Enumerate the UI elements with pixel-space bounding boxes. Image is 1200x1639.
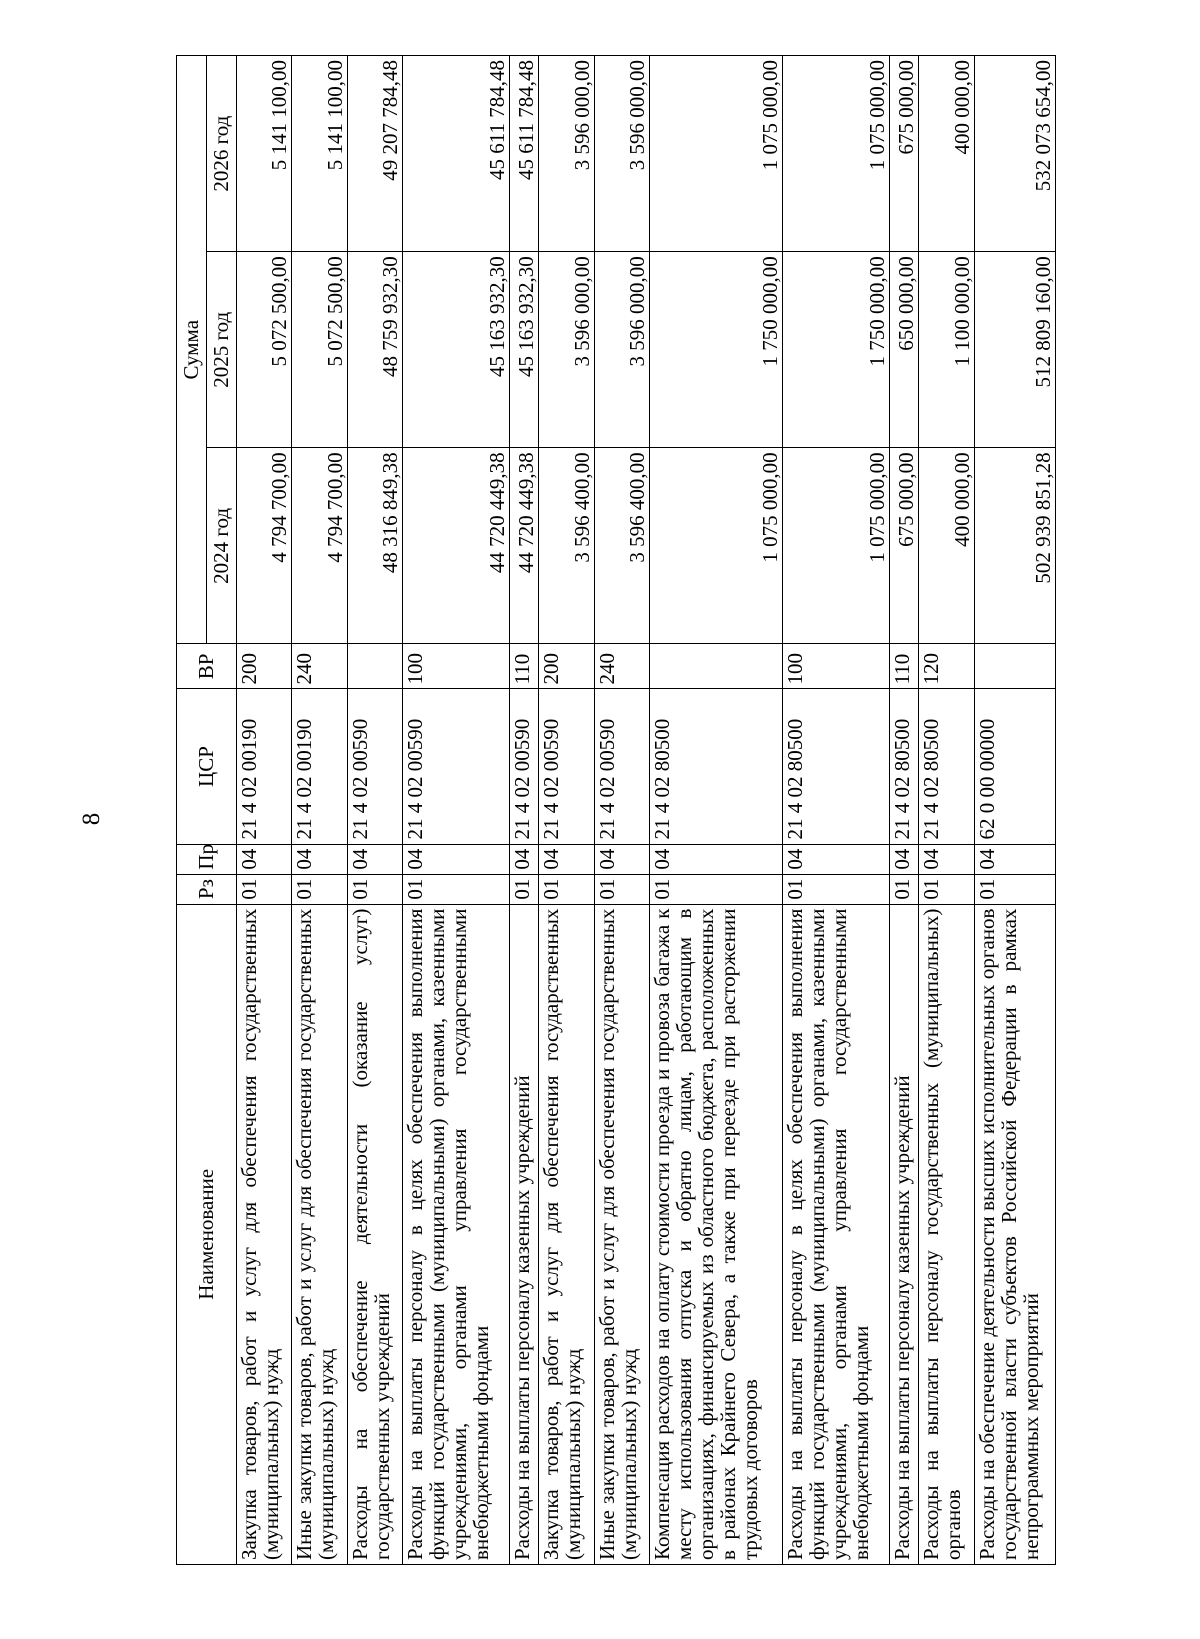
header-year-2026: 2026 год (207, 56, 237, 252)
row-csr: 21 4 02 00590 (539, 689, 594, 844)
header-sum: Сумма (177, 56, 207, 644)
header-pr: Пр (177, 844, 237, 874)
row-sum-2025: 45 163 932,30 (402, 252, 509, 448)
row-rz: 01 (539, 874, 594, 904)
row-sum-2026: 532 073 654,00 (974, 56, 1055, 252)
row-sum-2025: 45 163 932,30 (509, 252, 538, 448)
row-pr: 04 (890, 844, 919, 874)
row-vr: 200 (539, 644, 594, 689)
row-rz: 01 (347, 874, 402, 904)
table-row (347, 56, 402, 1565)
row-sum-2025: 3 596 000,00 (594, 252, 649, 448)
table-row (237, 56, 292, 1565)
row-rz: 01 (782, 874, 889, 904)
row-sum-2024: 3 596 400,00 (539, 448, 594, 644)
row-sum-2025: 5 072 500,00 (292, 252, 347, 448)
row-csr: 21 4 02 00590 (594, 689, 649, 844)
row-rz: 01 (402, 874, 509, 904)
row-sum-2024: 44 720 449,38 (509, 448, 538, 644)
row-rz: 01 (919, 874, 974, 904)
row-csr: 21 4 02 80500 (782, 689, 889, 844)
row-sum-2026: 45 611 784,48 (509, 56, 538, 252)
table-row (919, 56, 974, 1565)
row-rz: 01 (509, 874, 538, 904)
row-vr: 100 (782, 644, 889, 689)
row-sum-2025: 3 596 000,00 (539, 252, 594, 448)
row-pr: 04 (649, 844, 782, 874)
row-pr: 04 (347, 844, 402, 874)
row-name: Расходы на выплаты персоналу казенных учреждений (509, 904, 538, 1564)
row-csr: 21 4 02 80500 (890, 689, 919, 844)
row-sum-2024: 400 000,00 (919, 448, 974, 644)
row-name: Закупка товаров, работ и услуг для обеспечения государственных (муниципальных) нужд (539, 904, 594, 1564)
row-vr: 200 (237, 644, 292, 689)
row-vr (974, 644, 1055, 689)
row-name: Расходы на выплаты персоналу в целях обеспечения выполнения функций государственными (муниципальными) органами, казенными учреждениями, органами управления государственными внебюджетными фондами (782, 904, 889, 1564)
row-pr: 04 (402, 844, 509, 874)
row-csr: 21 4 02 80500 (649, 689, 782, 844)
header-row-1 (177, 56, 207, 1565)
row-sum-2026: 3 596 000,00 (594, 56, 649, 252)
row-sum-2025: 512 809 160,00 (974, 252, 1055, 448)
row-pr: 04 (539, 844, 594, 874)
header-csr: ЦСР (177, 689, 237, 844)
row-sum-2025: 650 000,00 (890, 252, 919, 448)
row-vr: 110 (890, 644, 919, 689)
row-sum-2026: 3 596 000,00 (539, 56, 594, 252)
row-rz: 01 (237, 874, 292, 904)
row-pr: 04 (237, 844, 292, 874)
row-name: Иные закупки товаров, работ и услуг для обеспечения государственных (муниципальных) нужд (292, 904, 347, 1564)
row-name: Расходы на выплаты персоналу государственных (муниципальных) органов (919, 904, 974, 1564)
row-sum-2024: 675 000,00 (890, 448, 919, 644)
row-sum-2025: 5 072 500,00 (237, 252, 292, 448)
budget-table (176, 55, 1056, 1565)
row-name: Расходы на обеспечение деятельности (оказание услуг) государственных учреждений (347, 904, 402, 1564)
row-rz: 01 (649, 874, 782, 904)
row-sum-2024: 44 720 449,38 (402, 448, 509, 644)
header-year-2024: 2024 год (207, 448, 237, 644)
row-sum-2026: 1 075 000,00 (649, 56, 782, 252)
row-sum-2025: 1 750 000,00 (782, 252, 889, 448)
row-name: Компенсация расходов на оплату стоимости проезда и провоза багажа к месту использования отпуска и обратно лицам, работающим в организациях, финансируемых из областного бюджета, расположенных в районах Крайнего Севера, а также при переезде при расторжении трудовых договоров (649, 904, 782, 1564)
table-row (539, 56, 594, 1565)
row-pr: 04 (919, 844, 974, 874)
table-row (890, 56, 919, 1565)
header-name: Наименование (177, 904, 237, 1564)
row-rz: 01 (594, 874, 649, 904)
row-sum-2026: 1 075 000,00 (782, 56, 889, 252)
row-name: Расходы на обеспечение деятельности высших исполнительных органов государственной власти субъектов Российской Федерации в рамках непрограммных мероприятий (974, 904, 1055, 1564)
row-sum-2026: 5 141 100,00 (292, 56, 347, 252)
header-rz: Рз (177, 874, 237, 904)
row-vr (347, 644, 402, 689)
row-sum-2025: 1 750 000,00 (649, 252, 782, 448)
row-name: Расходы на выплаты персоналу в целях обеспечения выполнения функций государственными (муниципальными) органами, казенными учреждениями, органами управления государственными внебюджетными фондами (402, 904, 509, 1564)
row-csr: 21 4 02 80500 (919, 689, 974, 844)
row-name: Закупка товаров, работ и услуг для обеспечения государственных (муниципальных) нужд (237, 904, 292, 1564)
row-rz: 01 (974, 874, 1055, 904)
table-row (974, 56, 1055, 1565)
row-sum-2025: 48 759 932,30 (347, 252, 402, 448)
row-pr: 04 (974, 844, 1055, 874)
row-sum-2024: 4 794 700,00 (292, 448, 347, 644)
row-sum-2026: 5 141 100,00 (237, 56, 292, 252)
row-pr: 04 (782, 844, 889, 874)
row-sum-2024: 1 075 000,00 (782, 448, 889, 644)
table-row (509, 56, 538, 1565)
row-csr: 21 4 02 00190 (292, 689, 347, 844)
row-vr: 120 (919, 644, 974, 689)
row-vr: 100 (402, 644, 509, 689)
row-sum-2026: 400 000,00 (919, 56, 974, 252)
page-number: 8 (78, 812, 105, 826)
row-csr: 21 4 02 00590 (509, 689, 538, 844)
table-row (649, 56, 782, 1565)
row-pr: 04 (594, 844, 649, 874)
row-sum-2026: 675 000,00 (890, 56, 919, 252)
row-sum-2025: 1 100 000,00 (919, 252, 974, 448)
row-pr: 04 (292, 844, 347, 874)
row-sum-2024: 3 596 400,00 (594, 448, 649, 644)
rotated-page-content (176, 55, 1056, 1565)
row-csr: 21 4 02 00190 (237, 689, 292, 844)
row-vr: 240 (292, 644, 347, 689)
table-row (292, 56, 347, 1565)
header-year-2025: 2025 год (207, 252, 237, 448)
row-name: Иные закупки товаров, работ и услуг для обеспечения государственных (муниципальных) нужд (594, 904, 649, 1564)
row-vr (649, 644, 782, 689)
row-csr: 21 4 02 00590 (347, 689, 402, 844)
row-rz: 01 (292, 874, 347, 904)
table-row (402, 56, 509, 1565)
row-vr: 240 (594, 644, 649, 689)
row-sum-2024: 502 939 851,28 (974, 448, 1055, 644)
row-csr: 62 0 00 00000 (974, 689, 1055, 844)
table-row (782, 56, 889, 1565)
table-row (594, 56, 649, 1565)
row-sum-2026: 45 611 784,48 (402, 56, 509, 252)
row-vr: 110 (509, 644, 538, 689)
header-vr: ВР (177, 644, 237, 689)
row-rz: 01 (890, 874, 919, 904)
row-sum-2024: 4 794 700,00 (237, 448, 292, 644)
row-sum-2026: 49 207 784,48 (347, 56, 402, 252)
row-sum-2024: 1 075 000,00 (649, 448, 782, 644)
row-name: Расходы на выплаты персоналу казенных учреждений (890, 904, 919, 1564)
row-csr: 21 4 02 00590 (402, 689, 509, 844)
row-pr: 04 (509, 844, 538, 874)
row-sum-2024: 48 316 849,38 (347, 448, 402, 644)
